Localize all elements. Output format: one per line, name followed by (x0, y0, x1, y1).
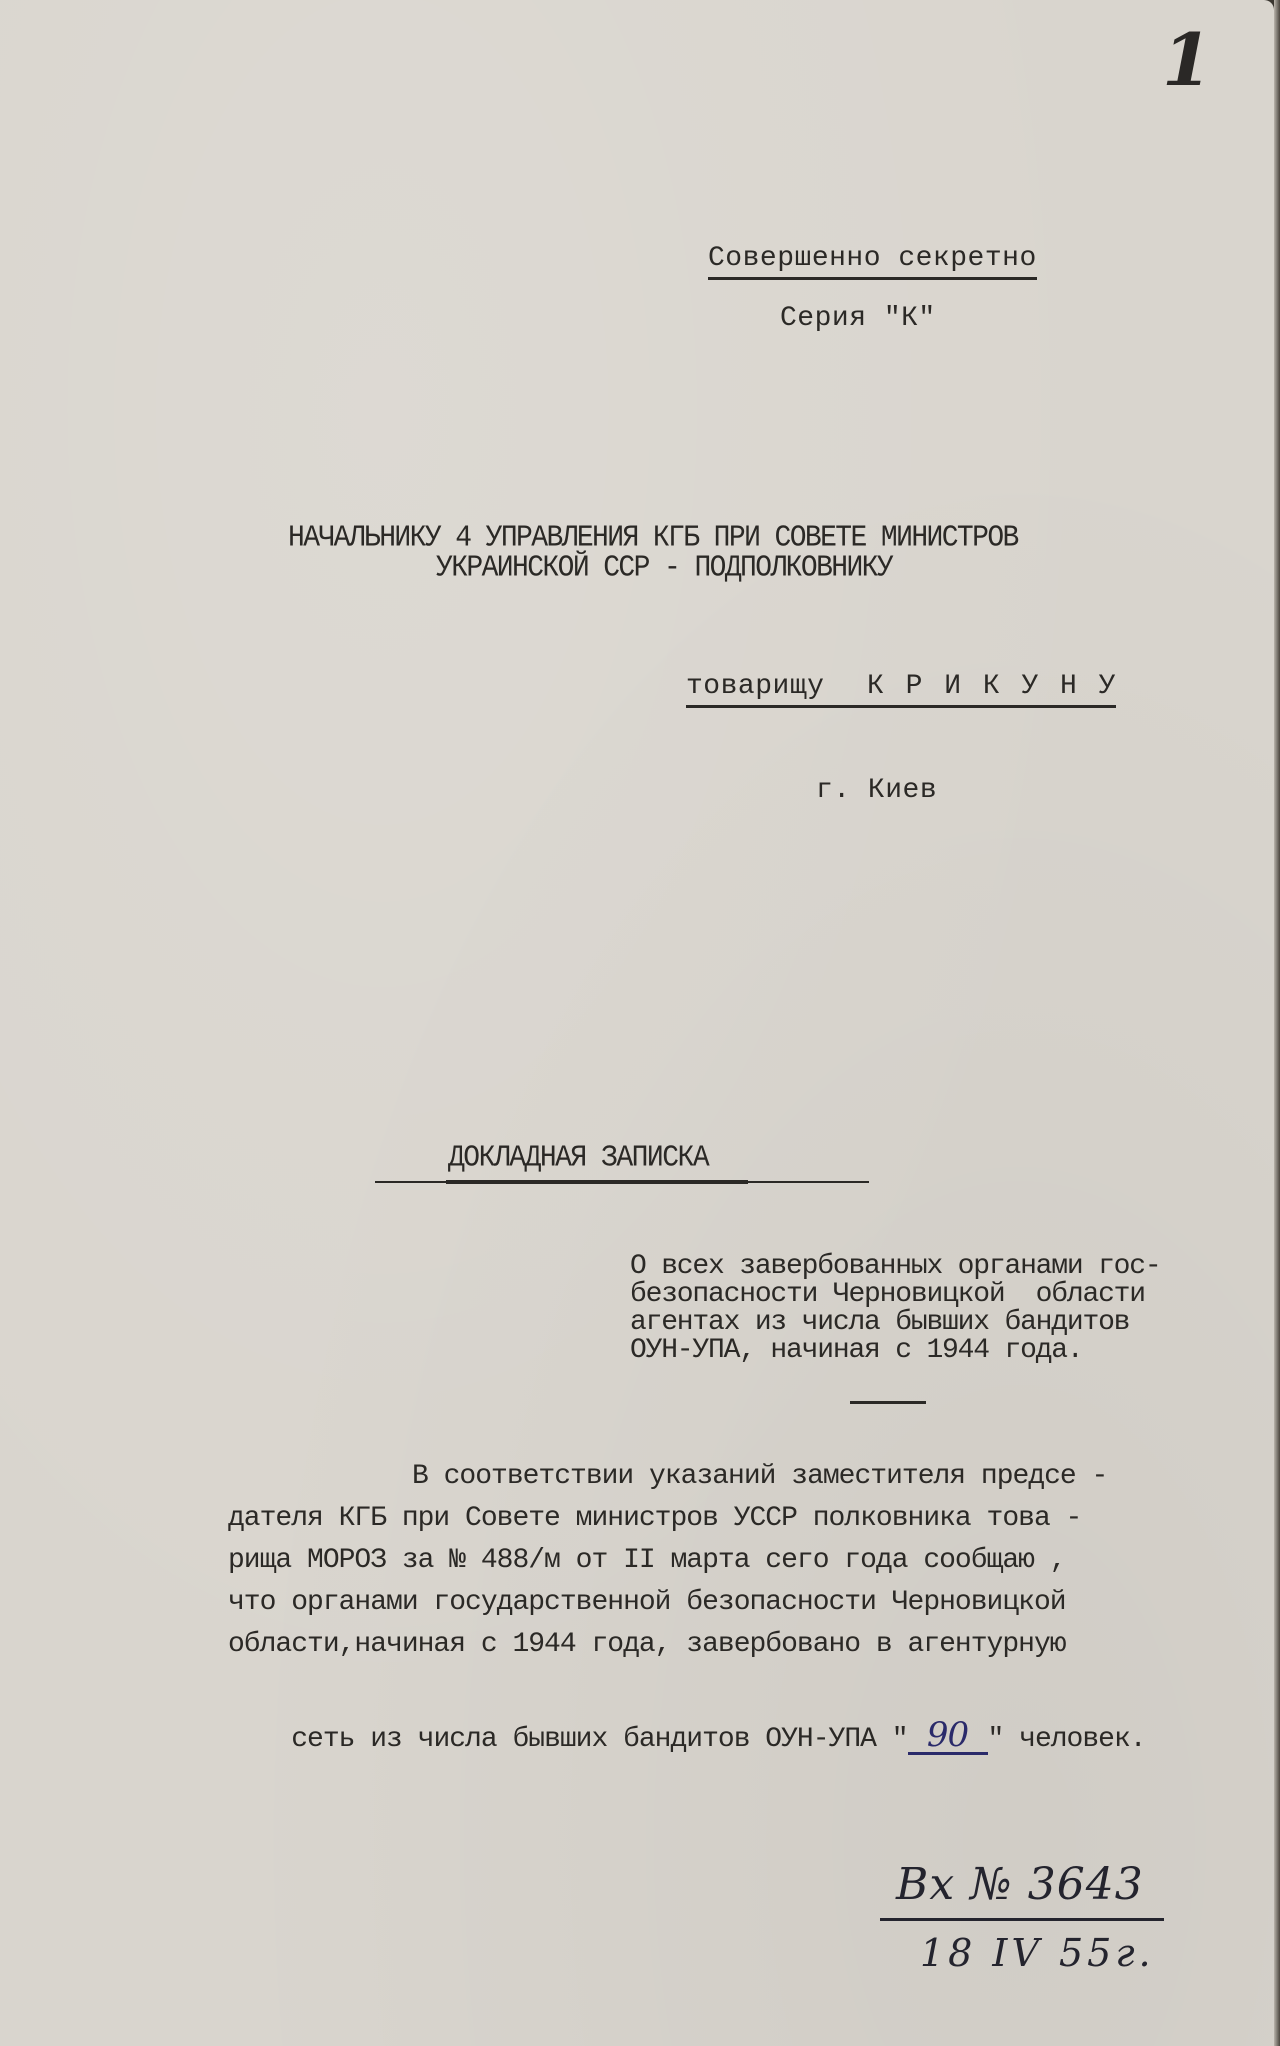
subject-line-4: ОУН-УПА, начиная с 1944 года. (630, 1335, 1083, 1366)
body-line-1: В соответствии указаний заместителя предсе - (412, 1461, 1108, 1492)
handwritten-agent-count: 90 (908, 1718, 988, 1755)
addressee-city: г. Киев (816, 775, 938, 806)
body-line-5: области,начиная с 1944 года, завербовано в агентурную (228, 1629, 1066, 1660)
body-line-4: что органами государственной безопасности Черновицкой (228, 1587, 1066, 1618)
body-line-6-prefix: сеть из числа бывших бандитов ОУН-УПА " (291, 1724, 908, 1755)
subject-divider (850, 1401, 926, 1404)
body-line-3: рища МОРОЗ за № 488/м от II марта сего года сообщаю , (228, 1545, 1066, 1576)
body-line-2: дателя КГБ при Совете министров УССР полковника това - (228, 1503, 1082, 1534)
series-label: Серия "К" (780, 303, 936, 334)
registration-number: Вх № 3643 (896, 1859, 1144, 1910)
addressee-name: товарищу К Р И К У Н У (686, 670, 1116, 708)
registration-date: 18 IV 55г. (920, 1931, 1155, 1975)
page-edge-shadow (1274, 0, 1280, 2046)
title-underline-bold (446, 1180, 748, 1184)
addressee-line-1: НАЧАЛЬНИКУ 4 УПРАВЛЕНИЯ КГБ ПРИ СОВЕТЕ МИНИСТРОВ (288, 521, 1018, 556)
body-line-6-suffix: " человек. (987, 1724, 1146, 1755)
subject-line-1: О всех завербованных органами гос- (630, 1251, 1161, 1282)
addressee-line-2: УКРАИНСКОЙ ССР - ПОДПОЛКОВНИКУ (436, 551, 893, 586)
page-number: 1 (1162, 17, 1213, 102)
registration-divider (880, 1918, 1164, 1921)
document-title: ДОКЛАДНАЯ ЗАПИСКА (448, 1141, 709, 1176)
subject-line-2: безопасности Черновицкой области (630, 1279, 1145, 1310)
classification-label: Совершенно секретно (708, 242, 1037, 280)
body-line-6 (228, 1684, 1146, 1791)
subject-line-3: агентах из числа бывших бандитов (630, 1307, 1130, 1338)
